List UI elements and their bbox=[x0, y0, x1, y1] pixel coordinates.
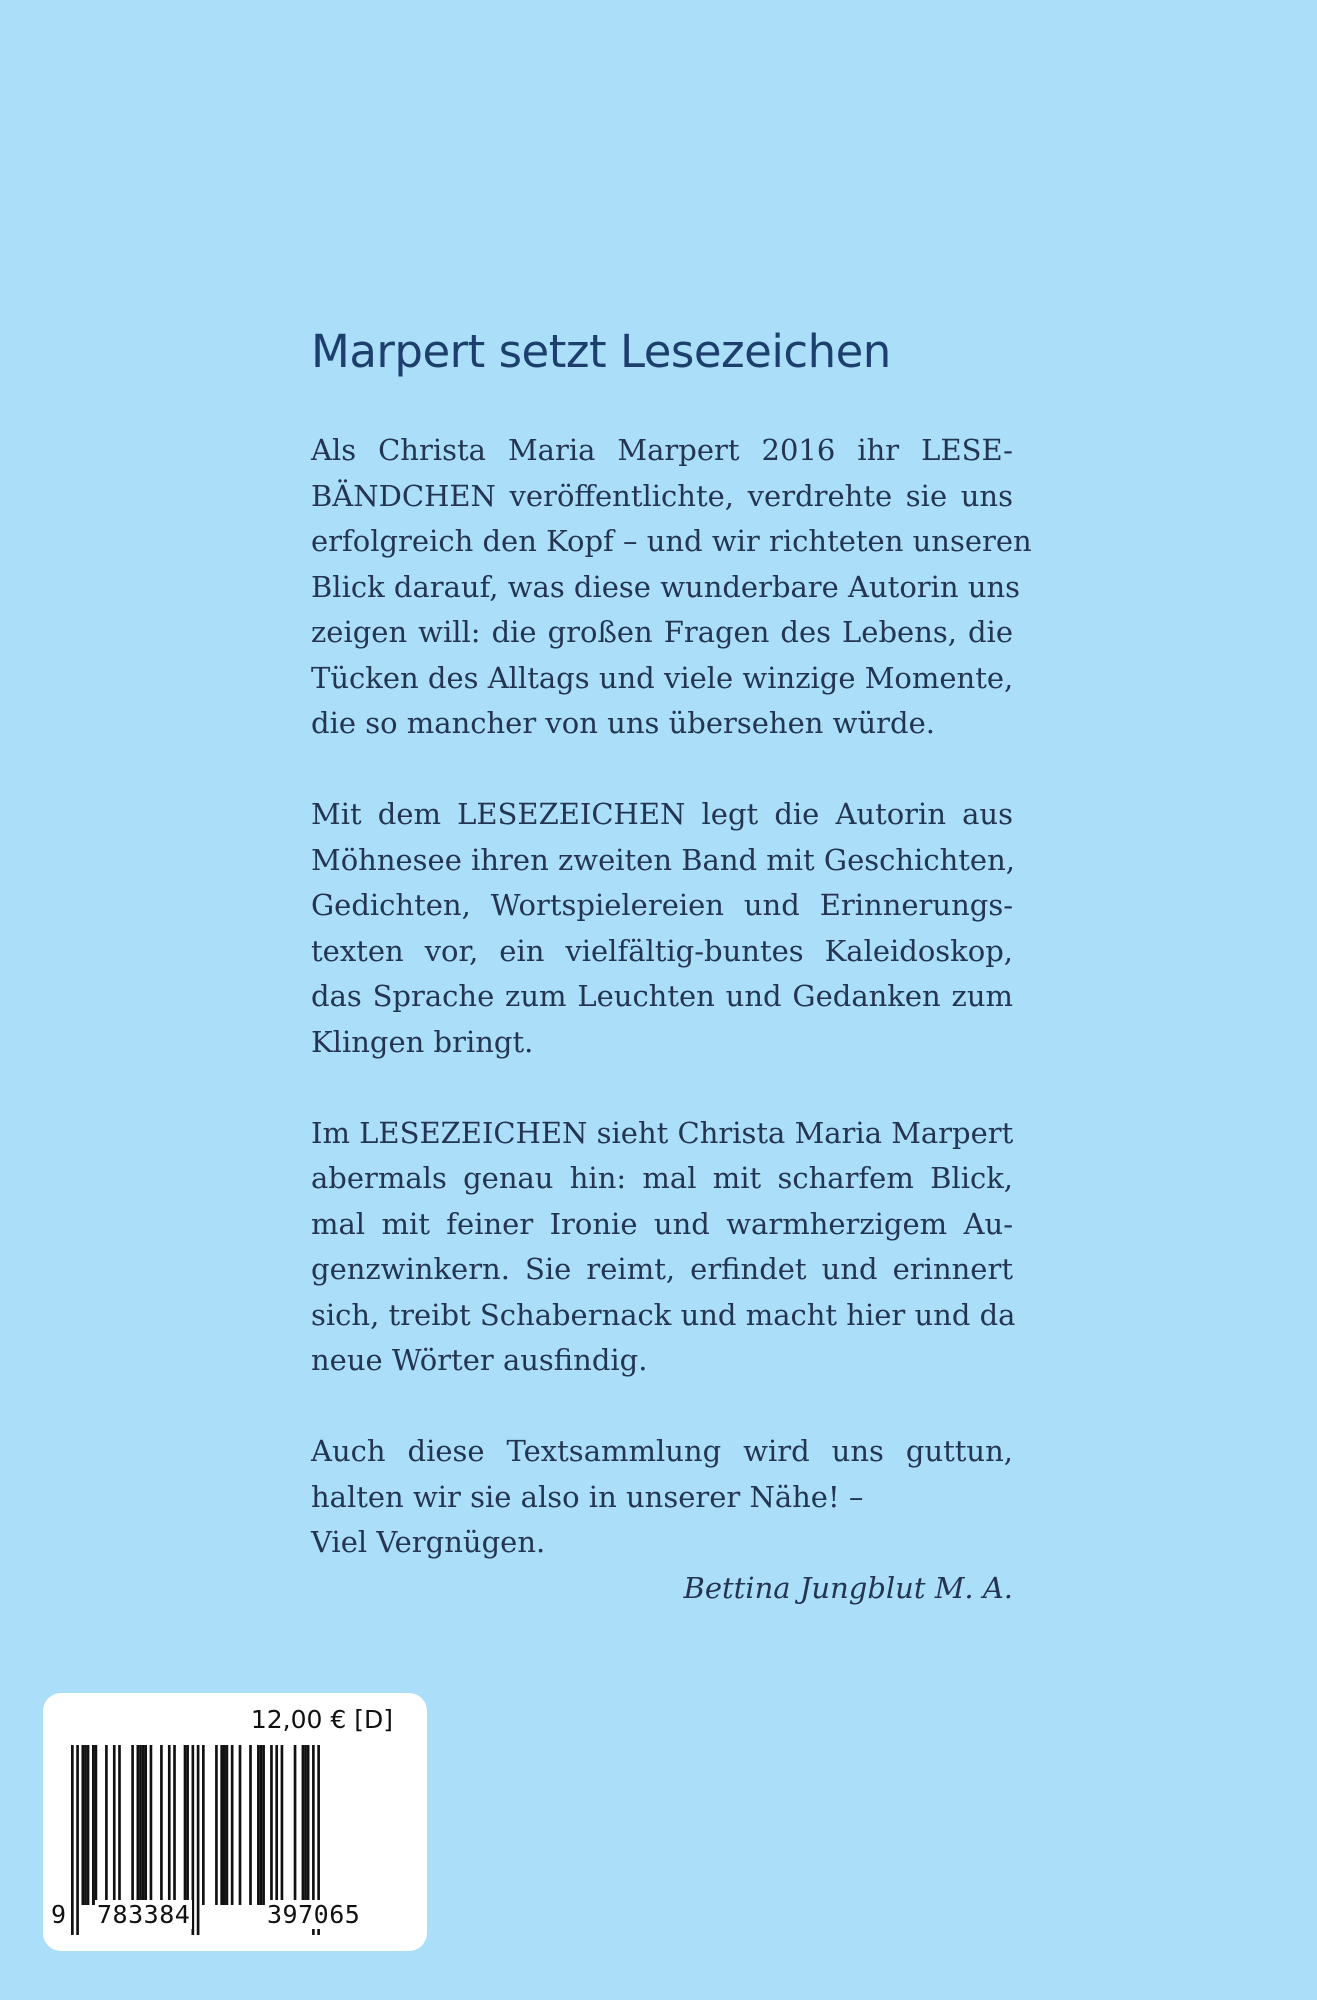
text-line: genzwinkern. Sie reimt, erfindet und erinnert bbox=[311, 1252, 1013, 1286]
barcode-bar bbox=[150, 1745, 153, 1905]
barcode-bar bbox=[215, 1745, 218, 1905]
text-line: Möhnesee ihren zweiten Band mit Geschichten, bbox=[311, 842, 1015, 877]
isbn-number bbox=[43, 1900, 427, 1934]
barcode-bar bbox=[239, 1745, 242, 1905]
barcode-bar bbox=[113, 1745, 116, 1905]
barcode-bar bbox=[226, 1745, 229, 1905]
text-line: das Sprache zum Leuchten und Gedanken zum bbox=[311, 979, 1013, 1013]
barcode-bar bbox=[260, 1745, 263, 1905]
blurb-text bbox=[311, 428, 1032, 1611]
barcode-bar bbox=[302, 1745, 305, 1905]
blurb-paragraph bbox=[311, 1111, 1016, 1384]
reviewer-signature: Bettina Jungblut M. A. bbox=[683, 1570, 1013, 1605]
barcode-bar bbox=[144, 1745, 147, 1905]
text-line: texten vor, ein vielfältig-buntes Kaleidoskop, bbox=[311, 933, 1013, 968]
text-line: Auch diese Textsammlung wird uns guttun, bbox=[311, 1434, 1013, 1468]
text-line: abermals genau hin: mal mit scharfem Blick, bbox=[311, 1161, 1013, 1195]
barcode-bar bbox=[137, 1745, 140, 1905]
text-line: Tücken des Alltags und viele winzige Momente, bbox=[311, 660, 1014, 695]
barcode-bar bbox=[160, 1745, 163, 1905]
text-line: die so mancher von uns übersehen würde. bbox=[311, 706, 935, 740]
barcode-bar bbox=[168, 1745, 171, 1905]
barcode-bar bbox=[142, 1745, 145, 1905]
text-line: sich, treibt Schabernack und macht hier und da bbox=[311, 1297, 1016, 1332]
barcode-bar bbox=[304, 1745, 307, 1905]
blurb-paragraph bbox=[311, 428, 1032, 747]
barcode-bar bbox=[105, 1745, 108, 1905]
barcode-bar bbox=[307, 1745, 310, 1905]
text-line: Als Christa Maria Marpert 2016 ihr LESE- bbox=[311, 433, 1013, 467]
text-line: erfolgreich den Kopf – und wir richteten unseren bbox=[311, 524, 1032, 558]
barcode-bar bbox=[262, 1745, 265, 1905]
barcode-bar bbox=[249, 1745, 252, 1905]
blurb-paragraph bbox=[311, 1429, 1013, 1566]
barcode-bar bbox=[95, 1745, 98, 1905]
text-line: BÄNDCHEN veröffentlichte, verdrehte sie uns bbox=[311, 478, 1013, 513]
text-line: Im LESEZEICHEN sieht Christa Maria Marpert bbox=[311, 1115, 1014, 1150]
barcode-bar bbox=[294, 1745, 297, 1905]
price-label: 12,00 € [D] bbox=[250, 1705, 393, 1734]
barcode-bar bbox=[202, 1745, 205, 1905]
text-line: zeigen will: die großen Fragen des Lebens, die bbox=[311, 615, 1013, 649]
barcode-bar bbox=[92, 1745, 95, 1905]
isbn-prefix-digit: 9 bbox=[51, 1900, 67, 1929]
barcode-bar bbox=[186, 1745, 189, 1905]
barcode-bar bbox=[139, 1745, 142, 1905]
barcode-bar bbox=[231, 1745, 234, 1905]
barcode-bar bbox=[275, 1745, 278, 1905]
text-line: halten wir sie also in unserer Nähe! – bbox=[311, 1479, 864, 1514]
barcode-bar bbox=[131, 1745, 134, 1905]
barcode-bar bbox=[173, 1745, 176, 1905]
text-line: mal mit feiner Ironie und warmherzigem Au- bbox=[311, 1206, 1013, 1241]
text-line: Viel Vergnügen. bbox=[311, 1525, 546, 1559]
barcode-bar bbox=[281, 1745, 284, 1905]
book-title-heading: Marpert setzt Lesezeichen bbox=[311, 325, 891, 378]
barcode-bar bbox=[81, 1745, 84, 1905]
text-line: Gedichten, Wortspielereien und Erinnerungs- bbox=[311, 888, 1013, 922]
barcode-label bbox=[43, 1693, 427, 1951]
barcode-bar bbox=[223, 1745, 226, 1905]
barcode-bar bbox=[184, 1745, 187, 1905]
isbn-right-group: 397065 bbox=[267, 1900, 361, 1929]
text-line: neue Wörter ausfindig. bbox=[311, 1343, 648, 1377]
text-line: Blick darauf, was diese wunderbare Autorin uns bbox=[311, 569, 1021, 604]
barcode-bar bbox=[118, 1745, 121, 1905]
isbn-left-group: 783384 bbox=[97, 1900, 191, 1929]
barcode-bar bbox=[84, 1745, 87, 1905]
text-line: Mit dem LESEZEICHEN legt die Autorin aus bbox=[311, 797, 1013, 831]
barcode-bar bbox=[87, 1745, 90, 1905]
text-line: Klingen bringt. bbox=[311, 1024, 534, 1059]
barcode-bar bbox=[257, 1745, 260, 1905]
barcode-bar bbox=[220, 1745, 223, 1905]
blurb-paragraph bbox=[311, 792, 1013, 1065]
barcode-bar bbox=[270, 1745, 273, 1905]
